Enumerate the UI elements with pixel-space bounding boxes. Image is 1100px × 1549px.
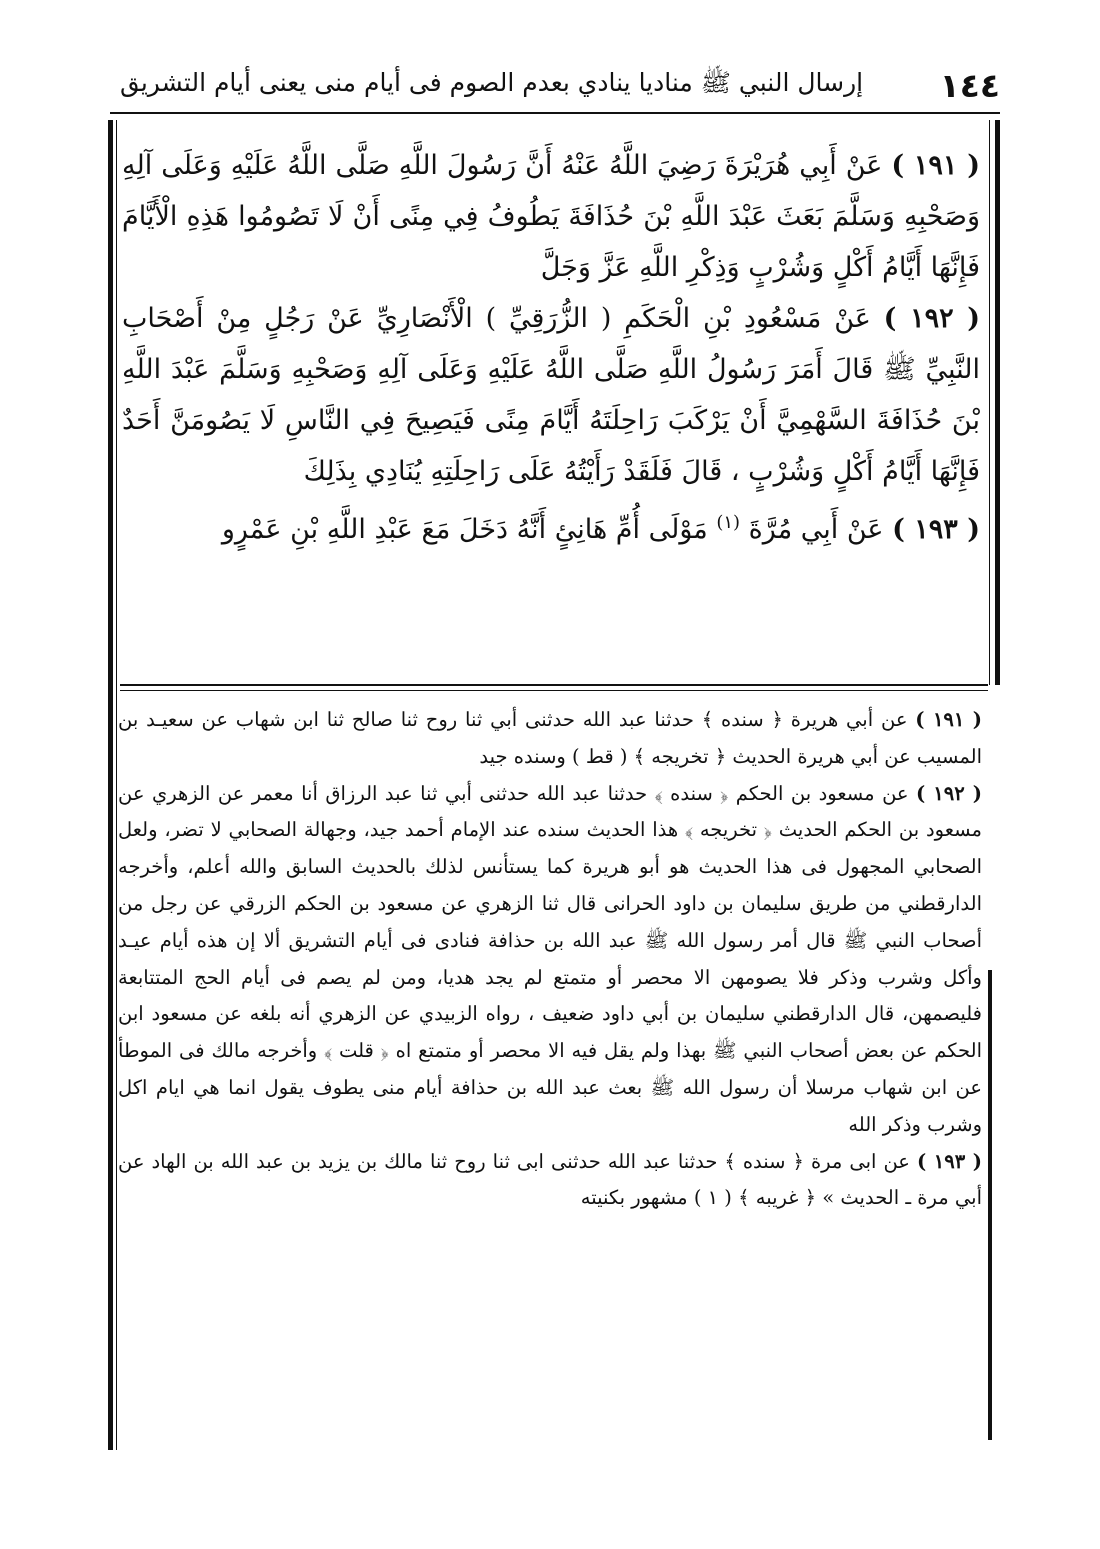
commentary-line: قال الدارقطني سليمان بن أبي داود ضعيف ، رواه الزبيدي عن الزهري أنه بلغه عن مسعود <box>151 1002 895 1026</box>
commentary-193 <box>118 1144 982 1218</box>
frame-right-inner <box>989 120 990 685</box>
frame-left-inner <box>116 120 117 1450</box>
commentary-number: ( ١٩٢ ) <box>916 781 982 805</box>
page-header <box>120 62 1000 108</box>
page-number: ١٤٤ <box>939 65 1000 105</box>
commentary-line: يزيد بن عبد الله بن الهاد عن أبي مرة ـ الحديث » ﴿ غريبه ﴾ ( ١ ) مشهور بكنيته <box>118 1149 982 1210</box>
commentary-192 <box>118 776 982 1144</box>
hadith-number: ( ١٩٢ ) <box>883 303 980 334</box>
hadith-193 <box>122 497 980 555</box>
commentary-line: ( قط ) وسنده جيد <box>479 744 628 768</box>
commentary-number: ( ١٩١ ) <box>915 708 983 731</box>
hadith-text-line: عَنْ أَبِي مُرَّةَ <box>748 514 884 545</box>
section-divider-top <box>120 684 988 686</box>
header-rule <box>110 112 1000 114</box>
main-hadith-text <box>122 140 980 670</box>
commentary-line: حذافة أيام منى يطوف يقول انما هي ايام اكل وشرب وذكر الله <box>118 1075 982 1136</box>
hadith-text-line: عَبْدَ اللَّهِ بْنَ حُذَافَةَ السَّهْمِيَّ أَنْ يَرْكَبَ رَاحِلَتَهُ أَيَّامَ مِنًى فَيَصِيحَ فِي النَّاسِ لَا يَصُومَنَّ <box>122 354 980 436</box>
commentary-191 <box>118 702 982 776</box>
commentary-line: ﴿ قلت ﴾ وأخرجه مالك فى الموطأ عن ابن شهاب مرسلا أن رسول الله ﷺ بعث عبد الله بن <box>118 1039 982 1099</box>
hadith-number: ( ١٩١ ) <box>891 150 980 181</box>
commentary-line: فلا يصومهن الا محصر أو متمتع لم يجد هديا، ومن لم يصم فى أيام الحج المتتابعة فليصمهن، <box>118 965 982 1026</box>
hadith-text-line: الْأَيَّامَ فَإِنَّهَا أَيَّامُ أَكْلٍ وَشُرْبٍ وَذِكْرِ اللَّهِ عَزَّ وَجَلَّ <box>122 201 980 283</box>
hadith-text-line: آلِهِ وَصَحْبِهِ وَسَلَّمَ بَعَثَ عَبْدَ اللَّهِ بْنَ حُذَافَةَ يَطُوفُ فِي مِنًى أَنْ لَا تَصُومُوا هَذِهِ <box>122 150 980 232</box>
commentary-line: عن ابى مرة ﴿ سنده ﴾ حدثنا عبد الله حدثنى ابى ثنا روح ثنا مالك بن <box>356 1149 910 1173</box>
commentary-line: صالح ثنا ابن شهاب عن سعيـد بن المسيب عن أبي هريرة الحديث ﴿ تخريجه ﴾ <box>118 708 982 768</box>
commentary-line: أحمد جيد، وجهالة الصحابي لا تضر، ولعل الصحابي المجهول فى هذا الحديث هو أبو هريرة كما يستأنس <box>118 818 983 879</box>
footnote-reference: (١) <box>716 512 741 533</box>
hadith-text-line: مَوْلَى أُمِّ هَانِئٍ أَنَّهُ دَخَلَ مَعَ عَبْدِ اللَّهِ بْنِ عَمْرٍو <box>221 514 708 545</box>
frame-right-lower <box>988 970 992 1440</box>
commentary-line: ثنا الزهري عن مسعود بن الحكم الزرقي عن رجل من أصحاب النبي ﷺ قال أمر رسول الله <box>118 891 983 952</box>
running-title: إرسال النبي ﷺ مناديا ينادي بعدم الصوم فى أيام منى يعنى أيام التشريق <box>120 67 864 97</box>
commentary-section <box>118 702 982 1417</box>
commentary-line: ﷺ عبد الله بن حذافة فنادى فى أيام التشريق ألا إن هذه أيام عيـد وأكل وشرب وذكر <box>118 928 982 989</box>
commentary-line: عن أبي هريرة ﴿ سنده ﴾ حدثنا عبد الله حدثنى أبي ثنا روح ثنا <box>400 708 908 731</box>
frame-left-outer <box>108 120 113 1450</box>
commentary-line: أنا معمر عن الزهري عن مسعود بن الحكم الحديث ﴿ تخريجه ﴾ هذا الحديث سنده عند الإمام <box>118 781 983 842</box>
frame-right-outer <box>995 120 1000 685</box>
hadith-text-line: عَنْ أَبِي هُرَيْرَةَ رَضِيَ اللَّهُ عَنْهُ أَنَّ رَسُولَ اللَّهِ صَلَّى اللَّهُ عَلَيْهِ وَعَلَى <box>161 150 883 181</box>
hadith-text-line: أَصْحَابِ النَّبِيِّ ﷺ قَالَ أَمَرَ رَسُولُ اللَّهِ صَلَّى اللَّهُ عَلَيْهِ وَعَلَى آلِهِ وَصَحْبِهِ وَسَلَّمَ <box>122 303 980 385</box>
commentary-number: ( ١٩٣ ) <box>916 1149 983 1173</box>
hadith-192 <box>122 293 980 497</box>
hadith-text-line: أَحَدٌ فَإِنَّهَا أَيَّامُ أَكْلٍ وَشُرْبٍ ، قَالَ فَلَقَدْ رَأَيْتُهُ عَلَى رَاحِلَتِهِ يُنَادِي بِذَلِكَ <box>122 405 980 487</box>
hadith-text-line: عَنْ مَسْعُودِ بْنِ الْحَكَمِ ( الزُّرَقِيِّ ) الْأَنْصَارِيِّ عَنْ رَجُلٍ مِنْ <box>216 303 871 334</box>
hadith-number: ( ١٩٣ ) <box>892 514 980 545</box>
commentary-line: عن مسعود بن الحكم ﴿ سنده ﴾ حدثنا عبد الله حدثنى أبي ثنا عبد الرزاق <box>325 781 909 805</box>
commentary-line: لذلك بالحديث السابق والله أعلم، وأخرجه الدارقطني من طريق سليمان بن داود الحرانى قال <box>118 855 982 915</box>
section-divider-bottom <box>120 690 988 691</box>
commentary-line: ابن الحكم عن بعض أصحاب النبي ﷺ بهذا ولم يقل فيه الا محصر أو متمتع اه <box>118 1002 982 1063</box>
hadith-191 <box>122 140 980 293</box>
